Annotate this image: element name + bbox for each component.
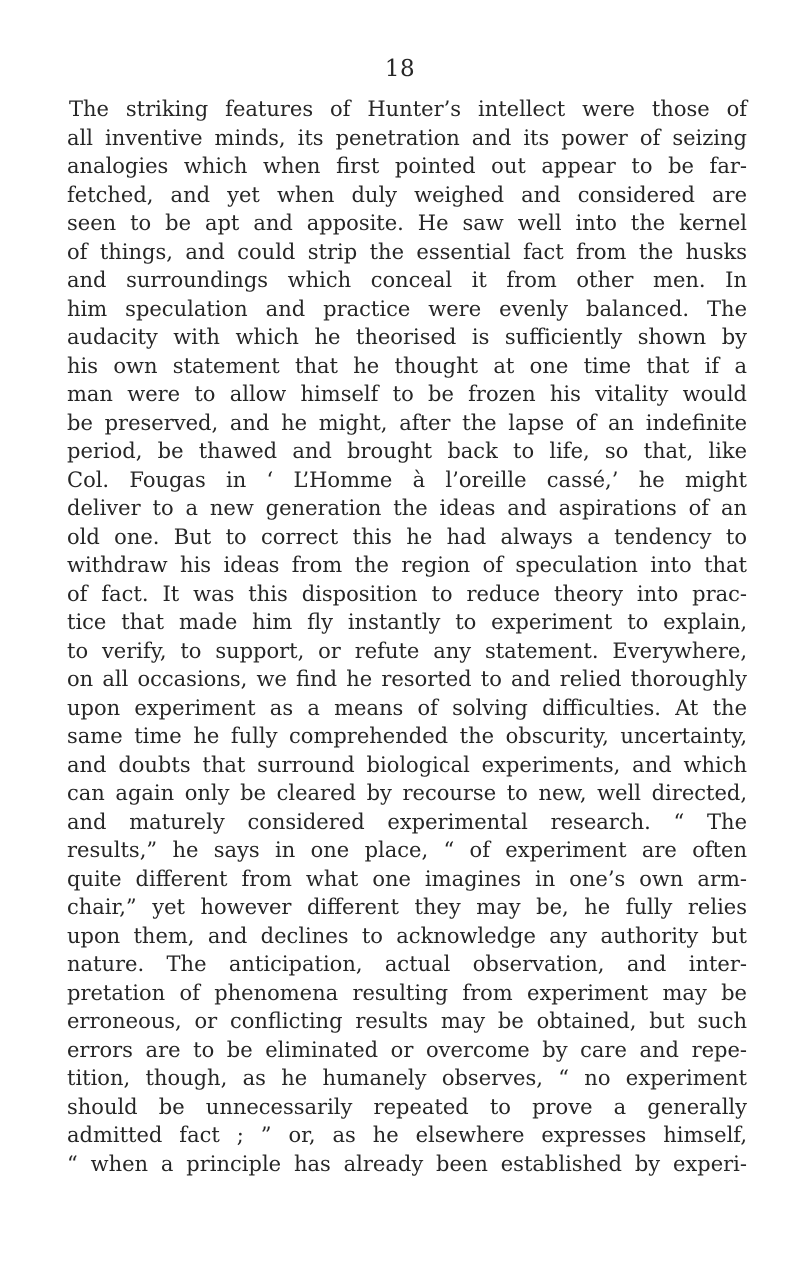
text-line: should be unnecessarily repeated to prove a generally [67,1094,747,1119]
text-line: pretation of phenomena resulting from experiment may be [67,980,747,1005]
text-line: nature. The anticipation, actual observation, and inter- [67,952,747,976]
text-line: all inventive minds, its penetration and its power of seizing [67,125,747,150]
text-line: of things, and could strip the essential fact from the husks [67,239,747,264]
text-line: of fact. It was this disposition to reduce theory into prac- [67,581,747,606]
text-line: to verify, to support, or refute any statement. Everywhere, [67,638,747,663]
text-line: and surroundings which conceal it from other men. In [67,268,747,292]
text-line: him speculation and practice were evenly balanced. The [67,296,747,321]
text-line: upon them, and declines to acknowledge any authority but [67,923,747,948]
text-line: fetched, and yet when duly weighed and considered are [67,182,747,207]
text-line: same time he fully comprehended the obscurity, uncertainty, [67,724,747,748]
text-line: errors are to be eliminated or overcome by care and repe- [67,1037,747,1062]
text-line: his own statement that he thought at one time that if a [67,353,747,378]
text-line: be preserved, and he might, after the lapse of an indefinite [67,410,747,435]
text-line: period, be thawed and brought back to life, so that, like [67,439,747,463]
text-line: admitted fact ; ” or, as he elsewhere expresses himself, [67,1123,747,1147]
text-line: “ when a principle has already been established by experi- [67,1151,747,1176]
text-line: erroneous, or conflicting results may be obtained, but such [67,1009,747,1033]
text-line: withdraw his ideas from the region of speculation into that [67,553,747,577]
text-line: analogies which when first pointed out appear to be far- [67,154,747,178]
text-line: old one. But to correct this he had always a tendency to [67,524,747,549]
text-line: upon experiment as a means of solving difficulties. At the [67,695,747,720]
text-line: Col. Fougas in ‘ L’Homme à l’oreille cassé,’ he might [67,467,747,492]
text-line: audacity with which he theorised is sufficiently shown by [67,325,747,349]
page-number: 18 [384,56,416,82]
body-text [67,95,747,1178]
text-line: tition, though, as he humanely observes, “ no experiment [67,1066,747,1090]
text-line: man were to allow himself to be frozen his vitality would [67,382,747,406]
text-line: tice that made him fly instantly to experiment to explain, [67,610,747,634]
text-line: on all occasions, we find he resorted to and relied thoroughly [67,667,747,691]
text-line: can again only be cleared by recourse to new, well directed, [67,781,747,805]
text-line: and maturely considered experimental research. “ The [67,809,747,834]
text-line: results,” he says in one place, “ of experiment are often [67,838,747,862]
text-line: chair,” yet however different they may be, he fully relies [67,895,747,919]
text-line: deliver to a new generation the ideas and aspirations of an [67,496,747,520]
text-line: quite different from what one imagines in one’s own arm- [67,866,747,891]
text-line: and doubts that surround biological experiments, and which [67,752,747,777]
text-line: seen to be apt and apposite. He saw well into the kernel [67,211,747,235]
text-line: The striking features of Hunter’s intellect were those of [69,97,747,121]
